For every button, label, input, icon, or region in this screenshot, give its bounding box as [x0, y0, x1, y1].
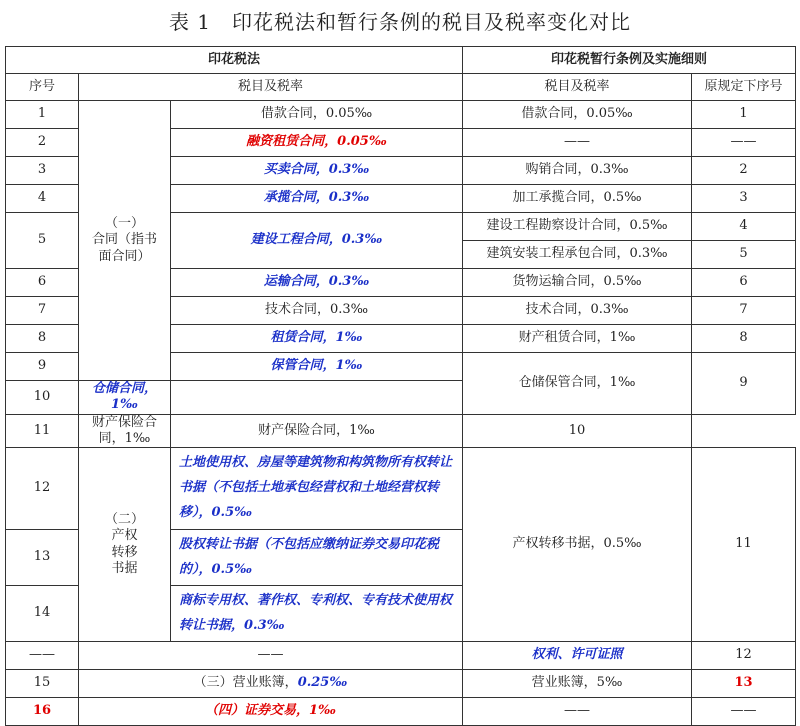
- tax-comparison-table: [5, 46, 796, 726]
- row-no: 10: [6, 381, 79, 415]
- row-law-item: 仓储合同，1‰: [79, 381, 171, 415]
- row-orig-no: 8: [692, 325, 796, 353]
- row-orig-no: 6: [692, 269, 796, 297]
- row-orig-no: 7: [692, 297, 796, 325]
- header-row-2: [6, 74, 796, 101]
- row-reg-item: ——: [463, 698, 692, 726]
- row-no: 15: [6, 670, 79, 698]
- row-no: 11: [6, 414, 79, 448]
- row-orig-no: 4: [692, 213, 796, 241]
- row-reg-item: 权利、许可证照: [463, 642, 692, 670]
- row-orig-no: 1: [692, 101, 796, 129]
- row-law-item: （四）证券交易，1‰: [79, 698, 463, 726]
- category-contract: （一） 合同（指书 面合同）: [79, 101, 171, 381]
- row-law-item: 保管合同，1‰: [171, 353, 463, 381]
- table-row: [6, 670, 796, 698]
- row-reg-item: 财产租赁合同，1‰: [463, 325, 692, 353]
- row-law-item: ——: [79, 642, 463, 670]
- row-no: 12: [6, 448, 79, 530]
- row-no: 13: [6, 530, 79, 586]
- table-row: [6, 642, 796, 670]
- row-law-item: 建设工程合同，0.3‰: [171, 213, 463, 269]
- row-no: 3: [6, 157, 79, 185]
- header-regulation: 印花税暂行条例及实施细则: [463, 47, 796, 74]
- row-orig-no: 11: [692, 448, 796, 642]
- header-law: 印花税法: [6, 47, 463, 74]
- row-law-item: 租赁合同，1‰: [171, 325, 463, 353]
- row-orig-no: 12: [692, 642, 796, 670]
- row-reg-item: ——: [463, 129, 692, 157]
- row-law-item: 财产保险合同，1‰: [79, 414, 171, 448]
- header-items-rates-reg: 税目及税率: [463, 74, 692, 101]
- row-law-item: 股权转让书据（不包括应缴纳证券交易印花税的），0.5‰: [171, 530, 463, 586]
- row-no: 6: [6, 269, 79, 297]
- row-orig-no: 13: [692, 670, 796, 698]
- row-law-item: 承揽合同，0.3‰: [171, 185, 463, 213]
- header-row-1: [6, 47, 796, 74]
- row-reg-item: 购销合同，0.3‰: [463, 157, 692, 185]
- table-title: 表 1 印花税法和暂行条例的税目及税率变化对比: [168, 10, 632, 34]
- row-orig-no: ——: [692, 129, 796, 157]
- row-no: 14: [6, 586, 79, 642]
- row-law-item: [79, 670, 463, 698]
- row-law-prefix: （三）营业账簿，: [193, 675, 298, 691]
- header-orig-seq: 原规定下序号: [692, 74, 796, 101]
- table-row: [6, 448, 796, 530]
- header-items-rates: 税目及税率: [79, 74, 463, 101]
- header-seq: 序号: [6, 74, 79, 101]
- row-reg-item: 产权转移书据，0.5‰: [463, 448, 692, 642]
- row-no: 8: [6, 325, 79, 353]
- table-row: [6, 101, 796, 129]
- category-property: （二） 产权 转移 书据: [79, 448, 171, 642]
- row-no: 16: [6, 698, 79, 726]
- row-reg-item: 货物运输合同，0.5‰: [463, 269, 692, 297]
- row-no: ——: [6, 642, 79, 670]
- row-no: 7: [6, 297, 79, 325]
- row-law-item: 土地使用权、房屋等建筑物和构筑物所有权转让书据（不包括土地承包经营权和土地经营权转移），0.5‰: [171, 448, 463, 530]
- row-reg-item: 营业账簿，5‰: [463, 670, 692, 698]
- row-law-item: 商标专用权、著作权、专利权、专有技术使用权转让书据，0.3‰: [171, 586, 463, 642]
- row-orig-no: 3: [692, 185, 796, 213]
- row-no: 5: [6, 213, 79, 269]
- row-no: 4: [6, 185, 79, 213]
- row-reg-item: 加工承揽合同，0.5‰: [463, 185, 692, 213]
- row-reg-item: 建设工程勘察设计合同，0.5‰: [463, 213, 692, 241]
- row-law-rate: 0.25‰: [297, 675, 348, 691]
- row-no: 1: [6, 101, 79, 129]
- row-law-item: 运输合同，0.3‰: [171, 269, 463, 297]
- row-law-item: 买卖合同，0.3‰: [171, 157, 463, 185]
- row-orig-no: 10: [463, 414, 692, 448]
- table-row: [6, 414, 796, 448]
- row-law-item: 借款合同，0.05‰: [171, 101, 463, 129]
- row-orig-no: ——: [692, 698, 796, 726]
- row-law-item: 技术合同，0.3‰: [171, 297, 463, 325]
- row-no: 2: [6, 129, 79, 157]
- table-row: [6, 698, 796, 726]
- row-reg-item: 财产保险合同，1‰: [171, 414, 463, 448]
- row-reg-item: 借款合同，0.05‰: [463, 101, 692, 129]
- row-no: 9: [6, 353, 79, 381]
- row-reg-item: 技术合同，0.3‰: [463, 297, 692, 325]
- row-reg-item: 仓储保管合同，1‰: [463, 353, 692, 415]
- row-reg-item: 建筑安装工程承包合同，0.3‰: [463, 241, 692, 269]
- row-orig-no: 9: [692, 353, 796, 415]
- row-law-item: 融资租赁合同，0.05‰: [171, 129, 463, 157]
- row-orig-no: 2: [692, 157, 796, 185]
- row-orig-no: 5: [692, 241, 796, 269]
